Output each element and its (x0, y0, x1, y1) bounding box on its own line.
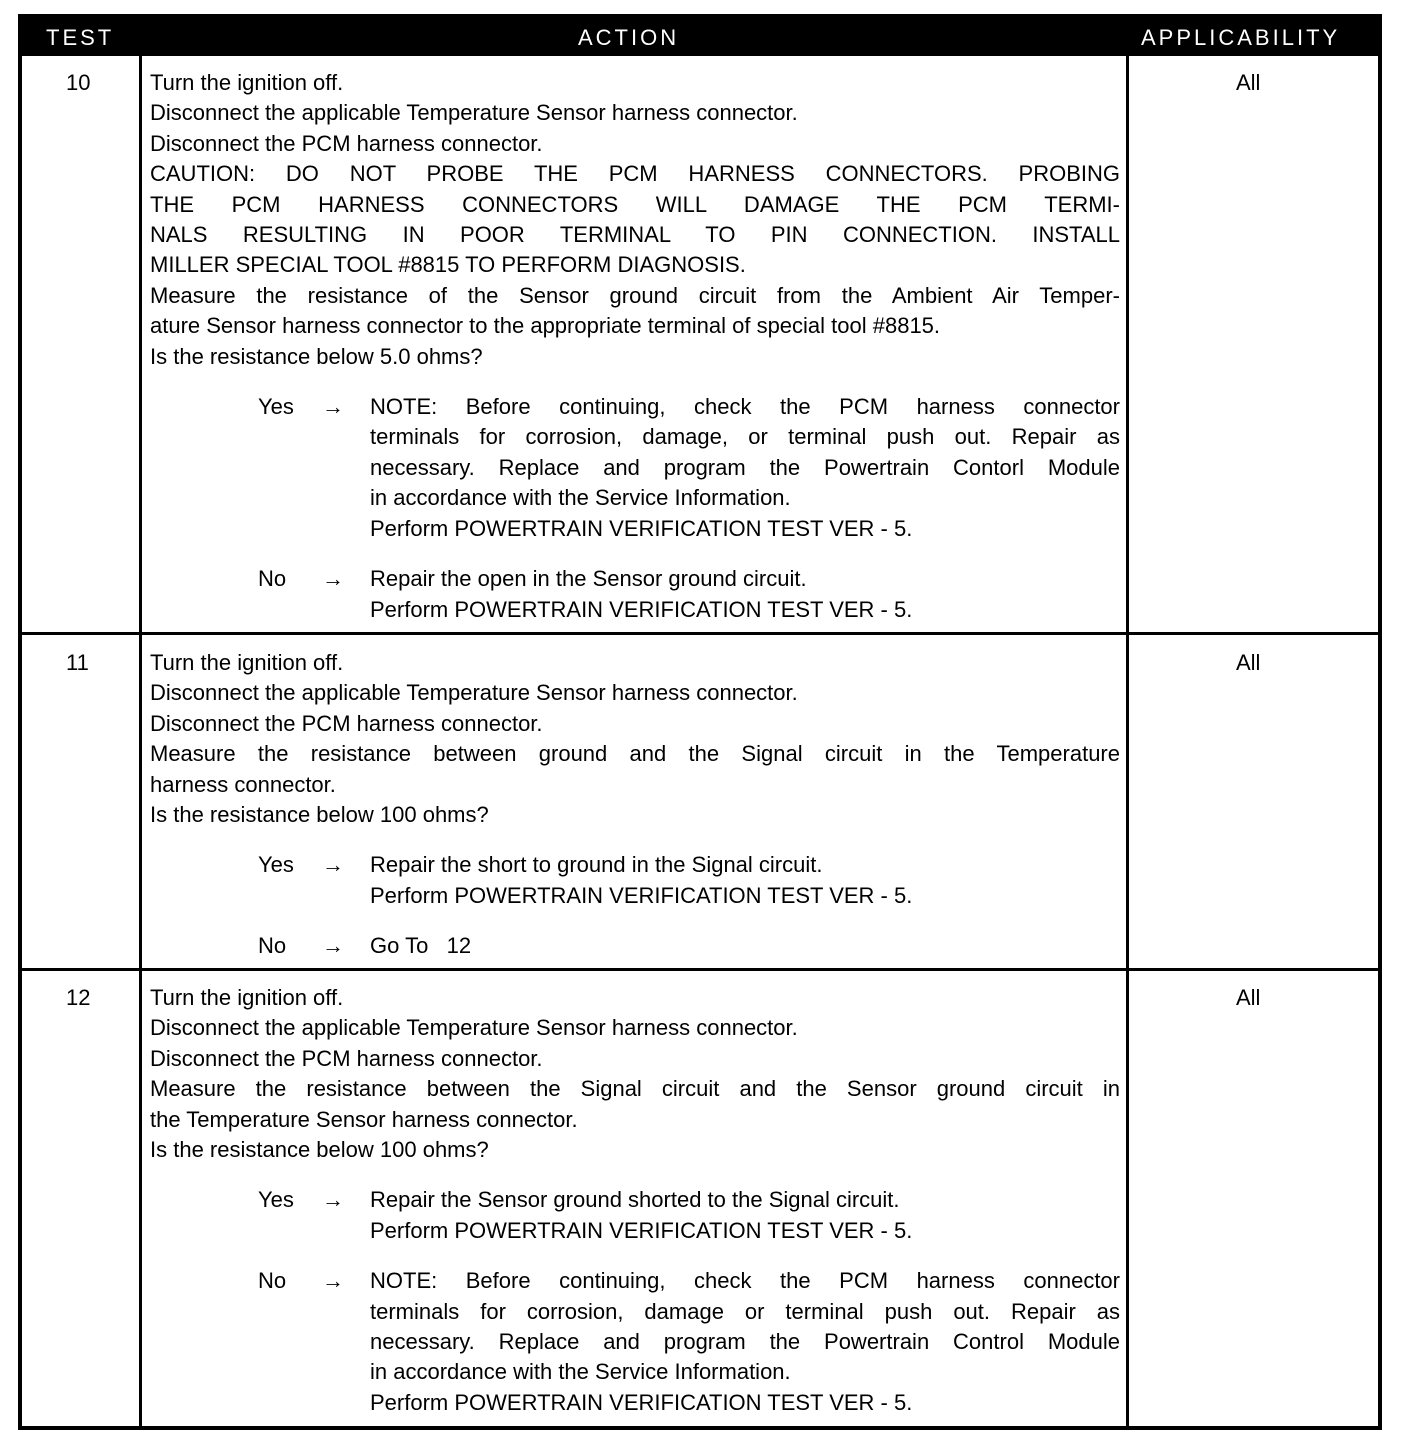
response-line: Repair the short to ground in the Signal circuit. (370, 852, 823, 878)
question-line: Is the resistance below 100 ohms? (150, 1137, 489, 1163)
no-label: No (258, 1268, 287, 1294)
no-response (150, 931, 1120, 961)
response-line: terminals for corrosion, damage or terminal push out. Repair as (370, 1298, 1120, 1324)
no-label: No (258, 566, 287, 592)
no-label: No (258, 933, 287, 959)
row-divider (22, 632, 1378, 635)
applicability-value: All (1236, 70, 1261, 95)
response-line: Perform POWERTRAIN VERIFICATION TEST VER - 5. (370, 1389, 913, 1415)
response-line: Repair the open in the Sensor ground circuit. (370, 566, 807, 592)
response-line: Perform POWERTRAIN VERIFICATION TEST VER - 5. (370, 1217, 913, 1243)
question-line: Is the resistance below 5.0 ohms? (150, 343, 483, 369)
column-divider (139, 18, 142, 1426)
applicability-value: All (1236, 985, 1261, 1010)
action-line: Measure the resistance between the Signal circuit and the Sensor ground circuit in (150, 1076, 1120, 1102)
yes-response (150, 1185, 1120, 1246)
action-line: Disconnect the applicable Temperature Sensor harness connector. (150, 1015, 798, 1041)
response-line: in accordance with the Service Information. (370, 485, 791, 511)
action-line: Turn the ignition off. (150, 650, 344, 675)
action-line: Disconnect the applicable Temperature Sensor harness connector. (150, 680, 798, 706)
header-applicability: APPLICABILITY (1141, 25, 1341, 50)
test-number: 11 (66, 650, 89, 675)
test-number: 12 (66, 985, 91, 1010)
response-line: necessary. Replace and program the Powertrain Control Module (370, 1329, 1120, 1355)
action-line: Measure the resistance between ground and the Signal circuit in the Temperature (150, 741, 1120, 767)
applicability-value: All (1236, 650, 1261, 675)
arrow-icon: → (322, 566, 344, 592)
column-divider (1126, 18, 1129, 1426)
no-response (150, 1266, 1120, 1418)
caution-line: CAUTION: DO NOT PROBE THE PCM HARNESS CONNECTORS. PROBING (150, 161, 1120, 187)
action-line: Measure the resistance of the Sensor ground circuit from the Ambient Air Temper- (150, 282, 1120, 308)
question-line: Is the resistance below 100 ohms? (150, 802, 489, 828)
arrow-icon: → (322, 394, 344, 420)
test-action (150, 648, 1120, 962)
header-action: ACTION (578, 25, 680, 50)
caution-line: NALS RESULTING IN POOR TERMINAL TO PIN CONNECTION. INSTALL (150, 222, 1120, 248)
yes-label: Yes (258, 1187, 294, 1213)
arrow-icon: → (322, 1187, 344, 1213)
response-line: in accordance with the Service Information. (370, 1359, 791, 1385)
action-line: Disconnect the applicable Temperature Sensor harness connector. (150, 100, 798, 126)
arrow-icon: → (322, 933, 344, 959)
action-line: ature Sensor harness connector to the appropriate terminal of special tool #8815. (150, 313, 941, 339)
action-line: Turn the ignition off. (150, 985, 344, 1010)
arrow-icon: → (322, 852, 344, 878)
response-line: terminals for corrosion, damage, or terminal push out. Repair as (370, 424, 1120, 450)
test-number: 10 (66, 70, 91, 95)
test-action (150, 983, 1120, 1418)
action-line: Disconnect the PCM harness connector. (150, 1045, 543, 1071)
no-response (150, 564, 1120, 625)
arrow-icon: → (322, 1268, 344, 1294)
response-line: Perform POWERTRAIN VERIFICATION TEST VER - 5. (370, 515, 913, 541)
action-line: Turn the ignition off. (150, 70, 344, 95)
yes-response (150, 850, 1120, 911)
response-line: Repair the Sensor ground shorted to the Signal circuit. (370, 1187, 900, 1213)
action-line: the Temperature Sensor harness connector. (150, 1106, 578, 1132)
test-action (150, 68, 1120, 625)
header-test: TEST (46, 25, 115, 50)
yes-label: Yes (258, 852, 294, 878)
row-divider (22, 968, 1378, 971)
response-line: Perform POWERTRAIN VERIFICATION TEST VER - 5. (370, 596, 913, 622)
response-line: necessary. Replace and program the Powertrain Contorl Module (370, 454, 1120, 480)
table-header (22, 18, 1378, 56)
caution-line: MILLER SPECIAL TOOL #8815 TO PERFORM DIAGNOSIS. (150, 252, 746, 278)
yes-label: Yes (258, 394, 294, 420)
action-line: Disconnect the PCM harness connector. (150, 710, 543, 736)
response-line: NOTE: Before continuing, check the PCM harness connector (370, 394, 1120, 420)
yes-response (150, 392, 1120, 544)
action-line: harness connector. (150, 771, 336, 797)
caution-line: THE PCM HARNESS CONNECTORS WILL DAMAGE THE PCM TERMI- (150, 191, 1120, 217)
action-line: Disconnect the PCM harness connector. (150, 130, 543, 156)
diagnostic-test-table (18, 14, 1382, 1430)
response-line: Go To 12 (370, 933, 472, 959)
response-line: NOTE: Before continuing, check the PCM harness connector (370, 1268, 1120, 1294)
response-line: Perform POWERTRAIN VERIFICATION TEST VER - 5. (370, 882, 913, 908)
